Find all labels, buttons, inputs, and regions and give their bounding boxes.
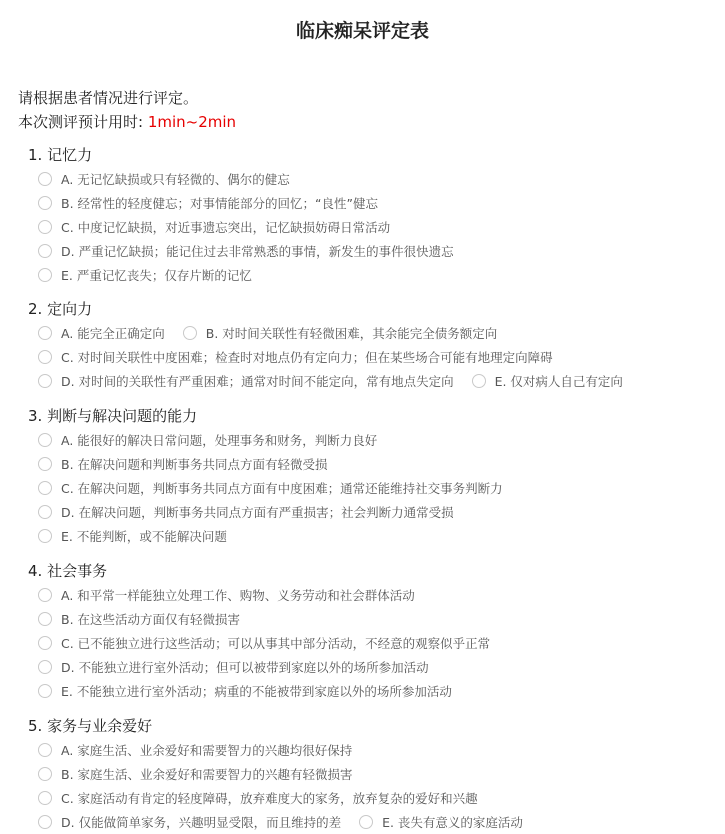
question-3	[28, 404, 715, 548]
option-4b[interactable]: B. 在这些活动方面仅有轻微损害	[38, 610, 240, 628]
option-3b[interactable]: B. 在解决问题和判断事务共同点方面有轻微受损	[38, 455, 328, 473]
option-3a[interactable]: A. 能很好的解决日常问题，处理事务和财务，判断力良好	[38, 431, 377, 449]
question-title: 5. 家务与业余爱好	[28, 717, 153, 735]
radio-icon[interactable]	[472, 374, 486, 388]
radio-icon[interactable]	[38, 457, 52, 471]
option-1e[interactable]: E. 严重记忆丧失；仅存片断的记忆	[38, 266, 252, 284]
radio-icon[interactable]	[183, 326, 197, 340]
radio-icon[interactable]	[38, 815, 52, 829]
radio-icon[interactable]	[38, 220, 52, 234]
option-4e[interactable]: E. 不能独立进行室外活动；病重的不能被带到家庭以外的场所参加活动	[38, 682, 452, 700]
option-2c[interactable]: C. 对时间关联性中度困难；检查时对地点仍有定向力；但在某些场合可能有地理定向障碍	[38, 348, 553, 366]
radio-icon[interactable]	[38, 268, 52, 282]
radio-icon[interactable]	[38, 481, 52, 495]
question-title: 4. 社会事务	[28, 562, 108, 580]
radio-icon[interactable]	[38, 529, 52, 543]
option-5d[interactable]: D. 仅能做简单家务，兴趣明显受限，而且维持的差	[38, 813, 341, 831]
intro-instruction: 请根据患者情况进行评定。	[18, 89, 199, 107]
option-5b[interactable]: B. 家庭生活、业余爱好和需要智力的兴趣有轻微损害	[38, 765, 353, 783]
radio-icon[interactable]	[38, 505, 52, 519]
page-title: 临床痴呆评定表	[295, 20, 429, 42]
radio-icon[interactable]	[38, 743, 52, 757]
option-2a[interactable]: A. 能完全正确定向	[38, 324, 165, 342]
radio-icon[interactable]	[38, 588, 52, 602]
question-title: 3. 判断与解决问题的能力	[28, 407, 198, 425]
intro-time	[18, 110, 236, 134]
option-2e[interactable]: E. 仅对病人自己有定向	[472, 372, 623, 390]
radio-icon[interactable]	[38, 767, 52, 781]
option-3c[interactable]: C. 在解决问题，判断事务共同点方面有中度困难；通常还能维持社交事务判断力	[38, 479, 503, 497]
option-5c[interactable]: C. 家庭活动有肯定的轻度障碍，放弃难度大的家务，放弃复杂的爱好和兴趣	[38, 789, 478, 807]
radio-icon[interactable]	[38, 684, 52, 698]
option-4c[interactable]: C. 已不能独立进行这些活动；可以从事其中部分活动，不经意的观察似乎正常	[38, 634, 490, 652]
radio-icon[interactable]	[38, 433, 52, 447]
radio-icon[interactable]	[38, 660, 52, 674]
intro	[18, 86, 236, 134]
radio-icon[interactable]	[359, 815, 373, 829]
option-1d[interactable]: D. 严重记忆缺损；能记住过去非常熟悉的事情，新发生的事件很快遗忘	[38, 242, 454, 260]
question-title: 2. 定向力	[28, 300, 93, 318]
question-2	[28, 297, 715, 393]
question-5	[28, 714, 715, 834]
option-2b[interactable]: B. 对时间关联性有轻微困难，其余能完全债务额定向	[183, 324, 498, 342]
radio-icon[interactable]	[38, 350, 52, 364]
option-5a[interactable]: A. 家庭生活、业余爱好和需要智力的兴趣均很好保持	[38, 741, 352, 759]
radio-icon[interactable]	[38, 612, 52, 626]
option-3d[interactable]: D. 在解决问题，判断事务共同点方面有严重损害；社会判断力通常受损	[38, 503, 454, 521]
time-label: 本次测评预计用时:	[18, 113, 148, 131]
radio-icon[interactable]	[38, 172, 52, 186]
option-4a[interactable]: A. 和平常一样能独立处理工作、购物、义务劳动和社会群体活动	[38, 586, 415, 604]
radio-icon[interactable]	[38, 244, 52, 258]
radio-icon[interactable]	[38, 374, 52, 388]
option-1b[interactable]: B. 经常性的轻度健忘；对事情能部分的回忆；“良性”健忘	[38, 194, 378, 212]
option-4d[interactable]: D. 不能独立进行室外活动；但可以被带到家庭以外的场所参加活动	[38, 658, 429, 676]
question-1	[28, 143, 715, 287]
radio-icon[interactable]	[38, 791, 52, 805]
radio-icon[interactable]	[38, 636, 52, 650]
option-2d[interactable]: D. 对时间的关联性有严重困难；通常对时间不能定向，常有地点失定向	[38, 372, 454, 390]
radio-icon[interactable]	[38, 326, 52, 340]
question-title: 1. 记忆力	[28, 146, 93, 164]
radio-icon[interactable]	[38, 196, 52, 210]
option-1c[interactable]: C. 中度记忆缺损，对近事遗忘突出，记忆缺损妨碍日常活动	[38, 218, 390, 236]
option-3e[interactable]: E. 不能判断，或不能解决问题	[38, 527, 227, 545]
option-5e[interactable]: E. 丧失有意义的家庭活动	[359, 813, 523, 831]
time-value: 1min~2min	[147, 113, 237, 131]
option-1a[interactable]: A. 无记忆缺损或只有轻微的、偶尔的健忘	[38, 170, 290, 188]
question-4	[28, 559, 715, 703]
